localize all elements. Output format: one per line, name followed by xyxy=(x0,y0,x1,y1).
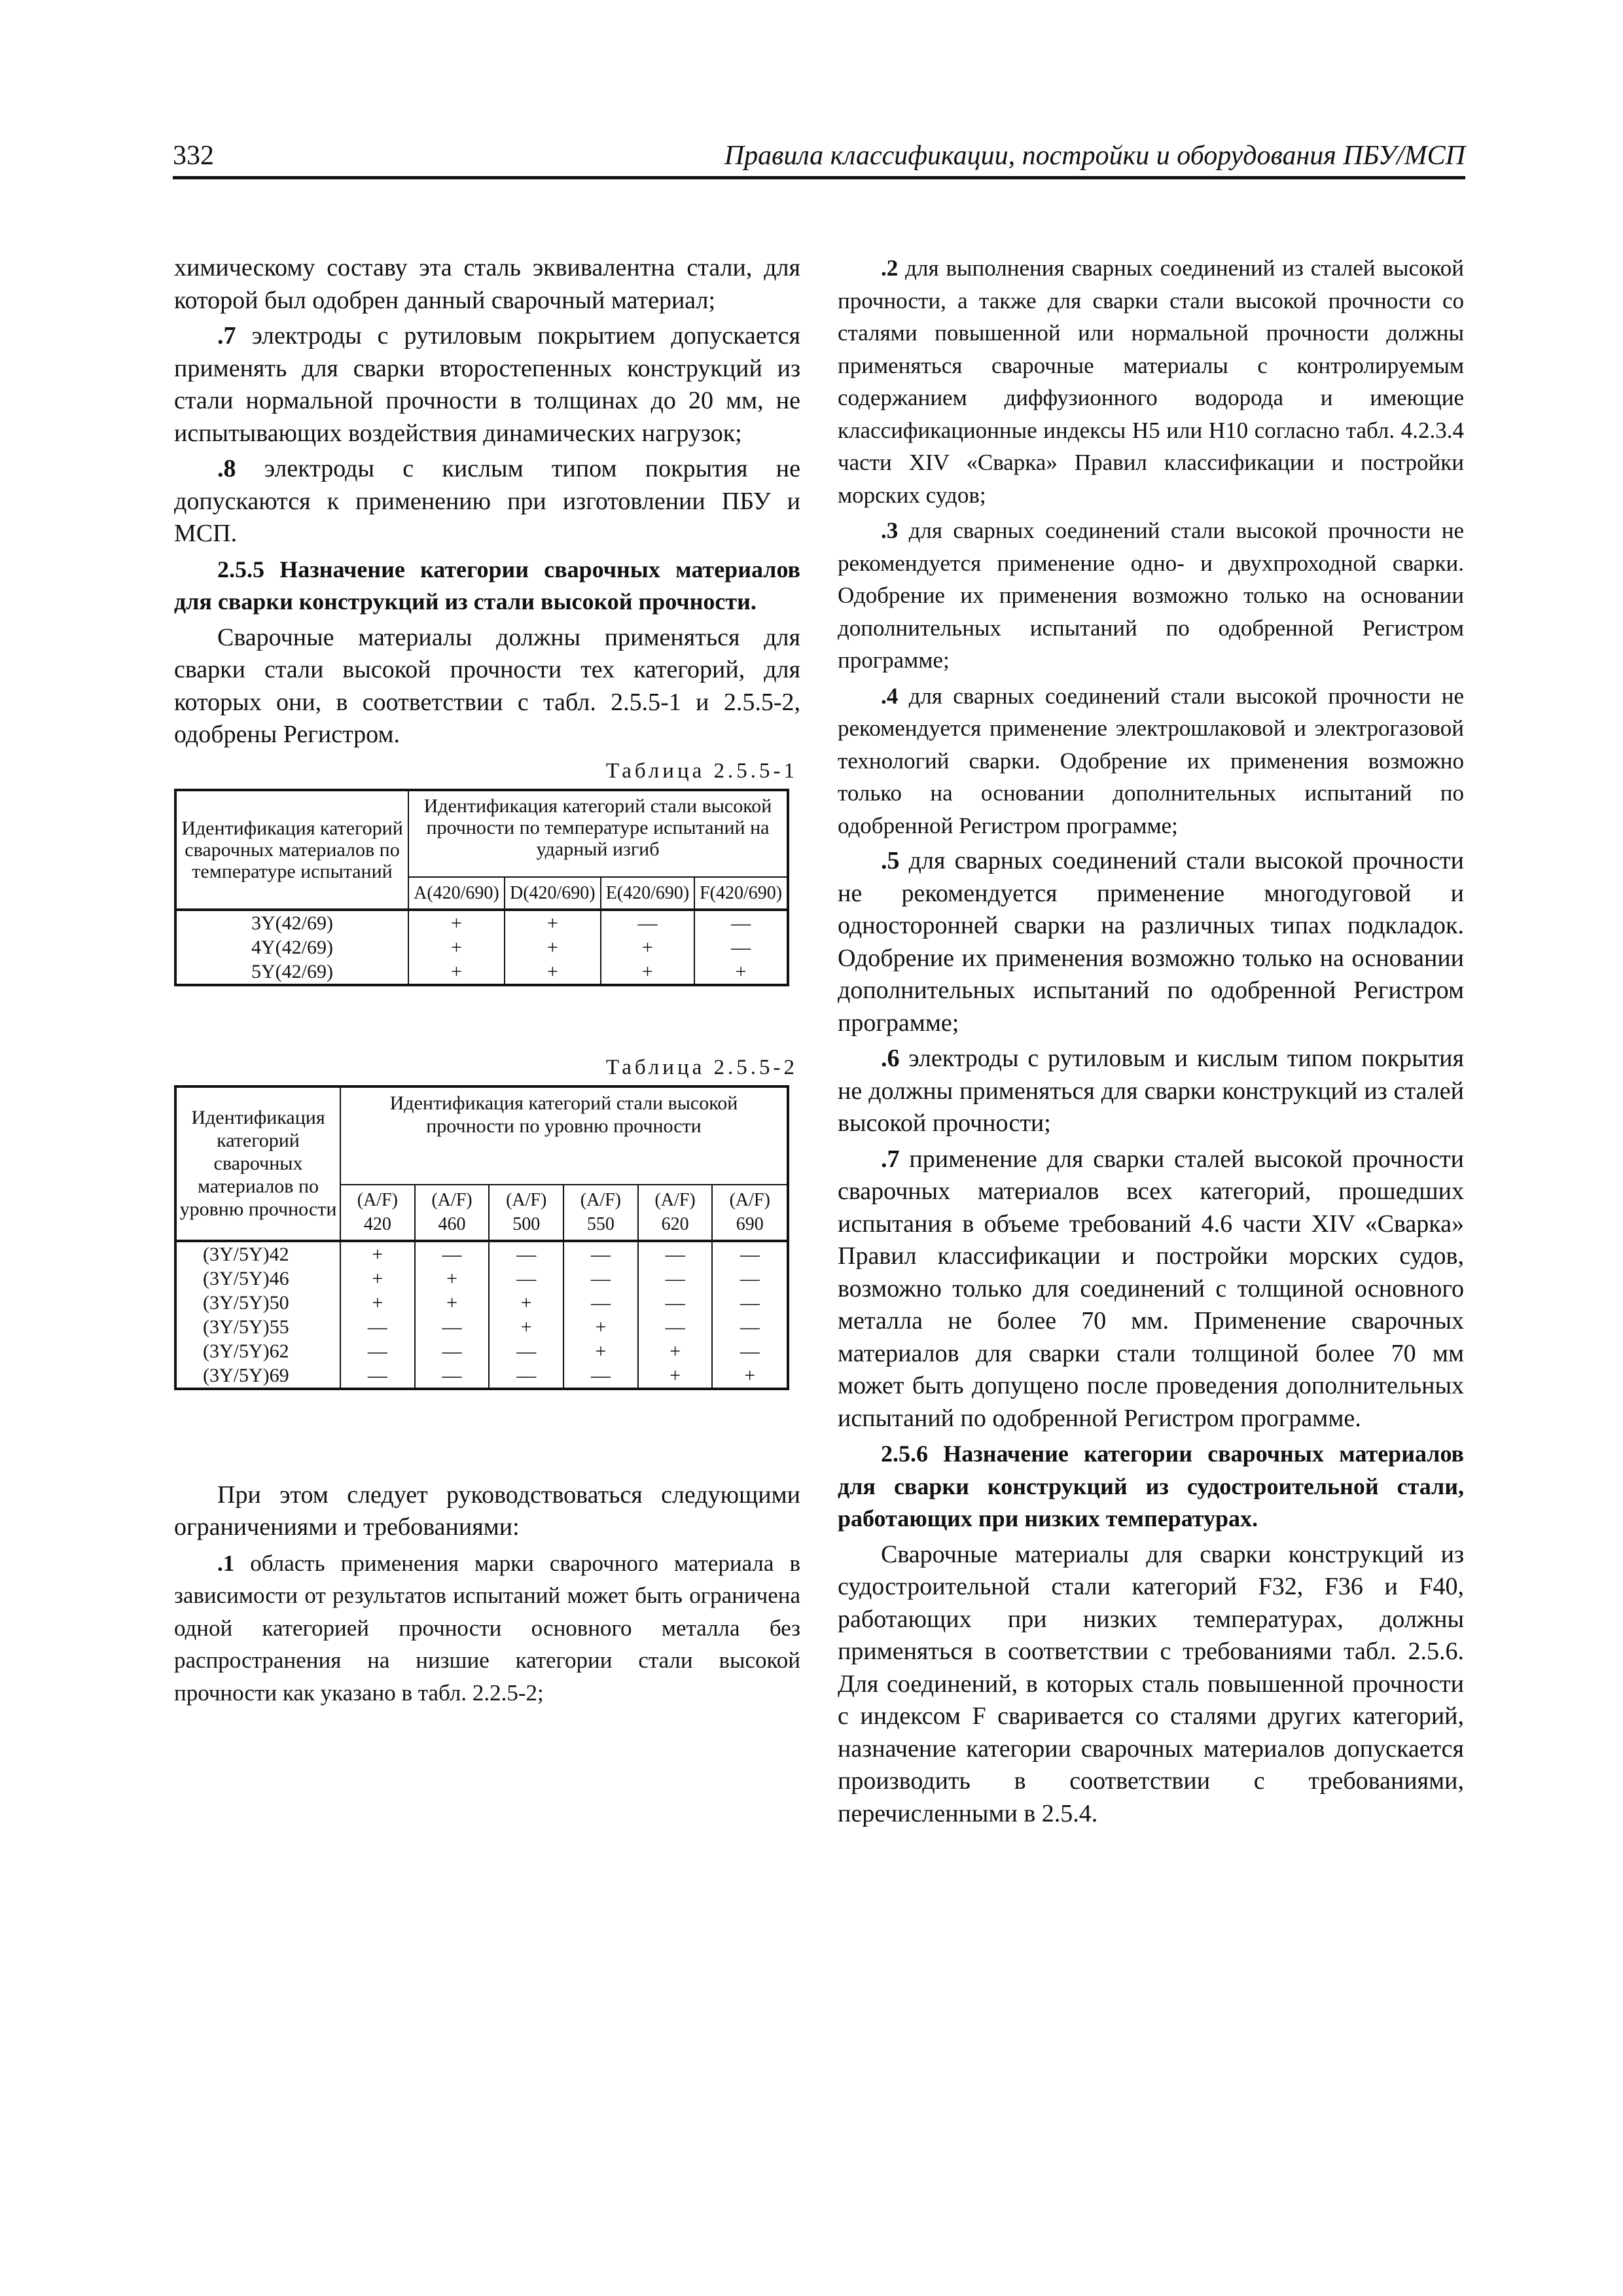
left-column xyxy=(174,252,800,1709)
paragraph-item-3 xyxy=(838,514,1464,677)
table-column-cells xyxy=(415,1241,490,1389)
table-cell: — xyxy=(442,1243,462,1265)
table-column-cells xyxy=(408,910,505,985)
row-label: (3Y/5Y)46 xyxy=(203,1267,289,1289)
item-number: .2 xyxy=(881,255,899,281)
table-column-header: (A/F) 550 xyxy=(563,1185,638,1241)
table-cell: + xyxy=(735,960,747,982)
item-number: .7 xyxy=(881,1145,900,1173)
table-cell: + xyxy=(372,1243,383,1265)
table-cell: — xyxy=(731,912,751,934)
table-cell: + xyxy=(520,1316,532,1338)
item-text: электроды с рутиловым покрытием допускается применять для сварки второстепенных конструкций из стали нормальной прочности в толщинах до 20 мм, не испытывающих воздействия динамических нагрузок; xyxy=(174,322,800,447)
item-number: .8 xyxy=(217,455,236,482)
table-column-cells xyxy=(489,1241,563,1389)
table-column-cells xyxy=(712,1241,788,1389)
section-heading-2-5-6: 2.5.6 Назначение категории сварочных материалов для сварки конструкций из судостроительной стали, работающих при низких температурах. xyxy=(838,1441,1464,1532)
paragraph-item-7 xyxy=(174,320,800,450)
item-number: .5 xyxy=(881,847,900,874)
paragraph-2-5-6: Сварочные материалы для сварки конструкций из судостроительной стали категорий F32, F36 и F40, работающих при низких температурах, должны применяться в соответствии с требованиями табл. 2.5.6. Для соединений, в которых сталь повышенной прочности с индексом F сваривается со сталями других категорий, назначение категории сварочных материалов допускается производить в соответствии с требованиями, перечисленными в 2.5.4. xyxy=(838,1540,1464,1827)
header-rule xyxy=(173,176,1465,179)
table-column-header: (A/F) 690 xyxy=(712,1185,788,1241)
table-2-5-5-2-caption: Таблица 2.5.5-2 xyxy=(605,1055,798,1079)
row-label: (3Y/5Y)55 xyxy=(203,1316,289,1338)
table-column-header: A(420/690) xyxy=(408,877,505,910)
paragraph-item-1 xyxy=(174,1547,800,1710)
table-column-cells xyxy=(638,1241,713,1389)
table-cell: — xyxy=(665,1291,685,1314)
table-2-5-5-2 xyxy=(174,1085,789,1390)
table-cell: + xyxy=(372,1291,383,1314)
table-column-header: (A/F) 420 xyxy=(340,1185,415,1241)
table-column-header: (A/F) 620 xyxy=(638,1185,713,1241)
item-number: .4 xyxy=(881,683,899,709)
paragraph-requirements-intro: При этом следует руководствоваться следующими ограничениями и требованиями: xyxy=(174,1480,800,1541)
table-cell: — xyxy=(740,1291,760,1314)
table-row-labels xyxy=(175,1241,340,1389)
table-cell: — xyxy=(590,1291,611,1314)
table-cell: + xyxy=(546,936,558,958)
table-column-cells xyxy=(340,1241,415,1389)
table-column-header: E(420/690) xyxy=(601,877,694,910)
table-cell: — xyxy=(665,1267,685,1289)
table-cell: + xyxy=(641,960,653,982)
section-heading-2-5-5: 2.5.5 Назначение категории сварочных материалов для сварки конструкций из стали высокой прочности. xyxy=(174,556,800,615)
paragraph-continuation: химическому составу эта сталь эквивалентна стали, для которой был одобрен данный сварочный материал; xyxy=(174,254,800,314)
table-column-header: (A/F) 500 xyxy=(489,1185,563,1241)
table-cell: — xyxy=(516,1340,537,1362)
table-2-5-5-1-caption: Таблица 2.5.5-1 xyxy=(605,759,798,783)
table-cell: — xyxy=(740,1340,760,1362)
row-label: (3Y/5Y)62 xyxy=(203,1340,289,1362)
table-cell: + xyxy=(669,1340,681,1362)
table-cell: — xyxy=(442,1364,462,1386)
paragraph-item-5 xyxy=(838,845,1464,1039)
table-cell: + xyxy=(595,1316,607,1338)
item-number: .3 xyxy=(881,518,899,543)
table-column-header: (A/F) 460 xyxy=(415,1185,490,1241)
table-cell: + xyxy=(546,912,558,934)
right-column xyxy=(838,252,1464,1830)
table-cell: + xyxy=(372,1267,383,1289)
paragraph-item-4 xyxy=(838,680,1464,842)
table-cell: — xyxy=(731,936,751,958)
table-group-header: Идентификация категорий стали высокой прочности по уровню прочности xyxy=(340,1086,788,1185)
item-text: область применения марки сварочного материала в зависимости от результатов испытаний может быть ограничена одной категорией прочности основного металла без распространения на низшие категории стали высокой прочности как указано в табл. 2.2.5-2; xyxy=(174,1550,800,1706)
table-cell: — xyxy=(637,912,658,934)
table-column-header: D(420/690) xyxy=(505,877,601,910)
table-cell: — xyxy=(442,1340,462,1362)
row-label: 5Y(42/69) xyxy=(251,960,333,982)
row-label: (3Y/5Y)42 xyxy=(203,1243,289,1265)
table-row-header: Идентификация категорий сварочных материалов по температуре испытаний xyxy=(175,790,408,910)
table-cell: — xyxy=(590,1267,611,1289)
item-text: для сварных соединений стали высокой прочности не рекомендуется применение одно- и двухпроходной сварки. Одобрение их применения возможно только на основании дополнительных испытаний по одобренной Регистром программе; xyxy=(838,518,1464,673)
table-column-cells xyxy=(694,910,788,985)
table-cell: — xyxy=(442,1316,462,1338)
item-text: для выполнения сварных соединений из сталей высокой прочности, а также для сварки стали высокой прочности со сталями повышенной или нормальной прочности должны применяться сварочные материалы с контролируемым содержанием диффузионного водорода и имеющие классификационные индексы H5 или H10 согласно табл. 4.2.3.4 части XIV «Сварка» Правил классификации и постройки морских судов; xyxy=(838,255,1464,508)
table-cell: + xyxy=(450,960,462,982)
row-label: 3Y(42/69) xyxy=(251,912,333,934)
table-cell: — xyxy=(740,1243,760,1265)
table-cell: — xyxy=(740,1316,760,1338)
table-cell: — xyxy=(516,1364,537,1386)
table-cell: — xyxy=(367,1364,387,1386)
table-cell: — xyxy=(740,1267,760,1289)
table-cell: + xyxy=(450,936,462,958)
table-cell: + xyxy=(595,1340,607,1362)
table-cell: + xyxy=(546,960,558,982)
table-cell: — xyxy=(367,1316,387,1338)
table-row-labels xyxy=(175,910,408,985)
table-cell: + xyxy=(446,1267,457,1289)
table-cell: — xyxy=(665,1243,685,1265)
item-number: .7 xyxy=(217,322,236,350)
running-title: Правила классификации, постройки и оборудования ПБУ/МСП xyxy=(724,141,1465,171)
table-group-header: Идентификация категорий стали высокой прочности по температуре испытаний на ударный изгиб xyxy=(408,790,788,877)
paragraph-item-6 xyxy=(838,1043,1464,1140)
table-row-header: Идентификация категорий сварочных материалов по уровню прочности xyxy=(175,1086,340,1241)
paragraph-item-2 xyxy=(838,252,1464,511)
table-cell: + xyxy=(446,1291,457,1314)
page-number: 332 xyxy=(173,141,214,171)
row-label: (3Y/5Y)69 xyxy=(203,1364,289,1386)
table-column-cells xyxy=(505,910,601,985)
row-label: 4Y(42/69) xyxy=(251,936,333,958)
table-cell: + xyxy=(450,912,462,934)
table-cell: — xyxy=(516,1267,537,1289)
table-column-cells xyxy=(563,1241,638,1389)
table-cell: + xyxy=(520,1291,532,1314)
item-text: электроды с кислым типом покрытия не допускаются к применению при изготовлении ПБУ и МСП. xyxy=(174,455,800,547)
item-number: .6 xyxy=(881,1045,900,1072)
table-cell: + xyxy=(669,1364,681,1386)
table-cell: + xyxy=(641,936,653,958)
item-text: применение для сварки сталей высокой прочности сварочных материалов всех категорий, прошедших испытания в объеме требований 4.6 части XIV «Сварка» Правил классификации и постройки морских судов, возможно только для соединений с толщиной основного металла не более 70 мм. Применение сварочных материалов для сварки стали толщиной более 70 мм может быть допущено после проведения дополнительных испытаний по одобренной Регистром программе. xyxy=(838,1145,1464,1432)
table-cell: — xyxy=(590,1243,611,1265)
item-text: для сварных соединений стали высокой прочности не рекомендуется применение многодуговой и односторонней сварки на различных типах подкладок. Одобрение их применения возможно только на основании дополнительных испытаний по одобренной Регистром программе; xyxy=(838,847,1464,1037)
table-cell: — xyxy=(516,1243,537,1265)
paragraph-item-7-right xyxy=(838,1143,1464,1435)
table-cell: — xyxy=(367,1340,387,1362)
table-2-5-5-1 xyxy=(174,789,789,986)
table-cell: — xyxy=(590,1364,611,1386)
table-cell: — xyxy=(665,1316,685,1338)
table-cell: + xyxy=(744,1364,756,1386)
paragraph-item-8 xyxy=(174,453,800,550)
page-header xyxy=(173,140,1465,181)
table-column-header: F(420/690) xyxy=(694,877,788,910)
table-column-cells xyxy=(601,910,694,985)
item-text: для сварных соединений стали высокой прочности не рекомендуется применение электрошлаковой и электрогазовой технологий сварки. Одобрение их применения возможно только на основании дополнительных испытаний по одобренной Регистром программе; xyxy=(838,683,1464,838)
paragraph-2-5-5: Сварочные материалы должны применяться для сварки стали высокой прочности тех категорий, для которых они, в соответствии с табл. 2.5.5-1 и 2.5.5-2, одобрены Регистром. xyxy=(174,623,800,748)
item-text: электроды с рутиловым и кислым типом покрытия не должны применяться для сварки конструкций из сталей высокой прочности; xyxy=(838,1045,1464,1137)
item-number: .1 xyxy=(217,1550,235,1576)
row-label: (3Y/5Y)50 xyxy=(203,1291,289,1314)
